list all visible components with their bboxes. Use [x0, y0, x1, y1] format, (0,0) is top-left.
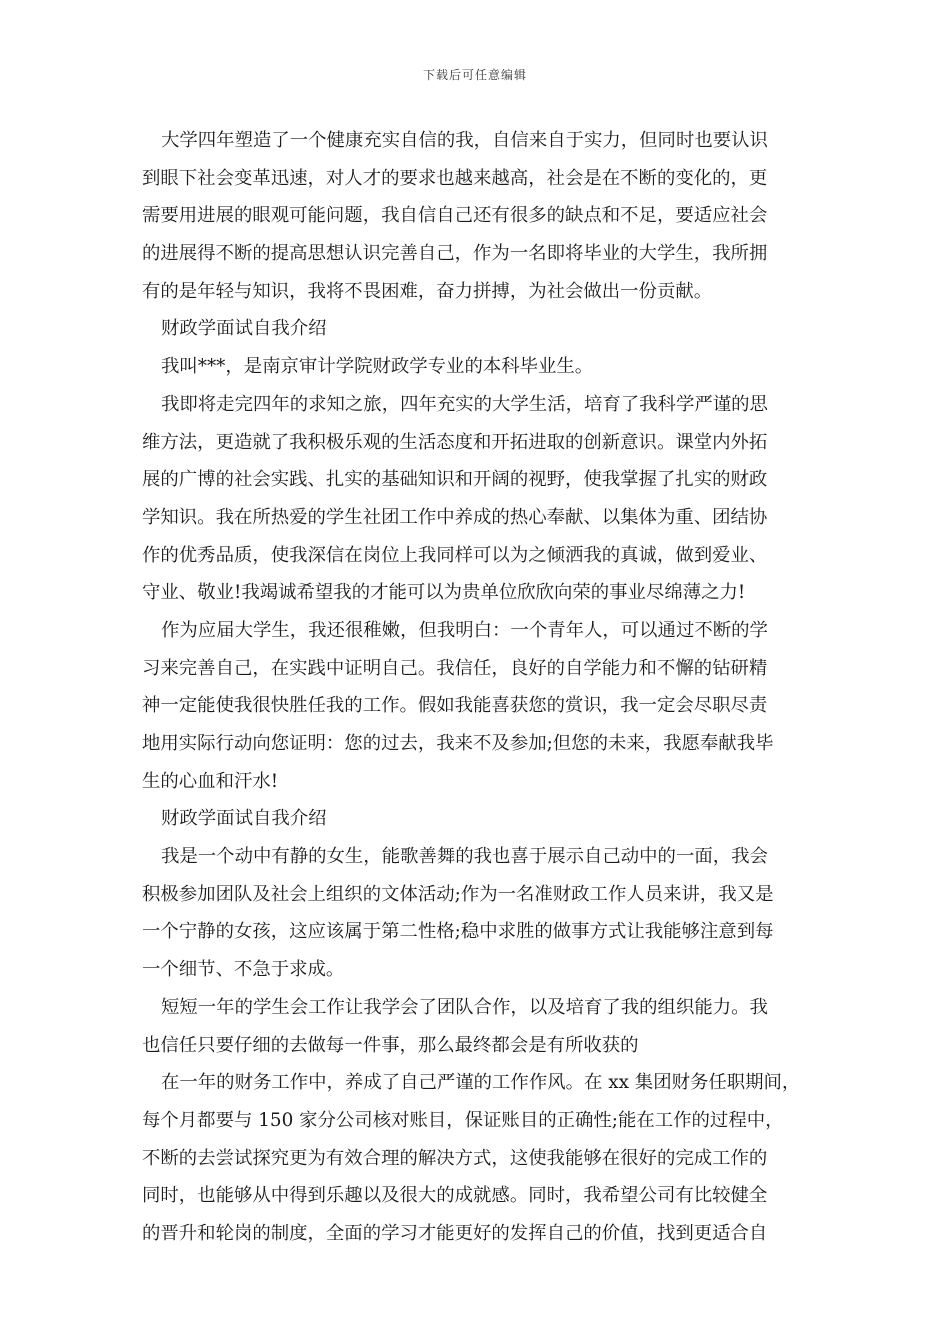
text-line: 作的优秀品质，使我深信在岗位上我同样可以为之倾洒我的真诚，做到爱业、	[142, 544, 768, 566]
document-body	[142, 122, 812, 1253]
text-line: 展的广博的社会实践、扎实的基础知识和开阔的视野，使我掌握了扎实的财政	[142, 469, 768, 491]
text-line: 短短一年的学生会工作让我学会了团队合作，以及培育了我的组织能力。我	[161, 996, 768, 1018]
text-line: 需要用进展的眼观可能问题，我自信自己还有很多的缺点和不足，要适应社会	[142, 205, 768, 227]
text-line: 一个宁静的女孩，这应该属于第二性格;稳中求胜的做事方式让我能够注意到每	[142, 921, 774, 943]
text-line: 积极参加团队及社会上组织的文体活动;作为一名准财政工作人员来讲，我又是	[142, 883, 774, 905]
text-line: 地用实际行动向您证明：您的过去，我来不及参加;但您的未来，我愿奉献我毕	[142, 733, 774, 754]
text-line: 大学四年塑造了一个健康充实自信的我，自信来自于实力，但同时也要认识	[161, 130, 768, 151]
text-line: 生的心血和汗水!	[142, 770, 279, 792]
text-line: 在一年的财务工作中，养成了自己严谨的工作作风。在 xx 集团财务任职期间，	[161, 1072, 801, 1094]
section-heading: 财政学面试自我介绍	[161, 318, 327, 340]
page-header: 下载后可任意编辑	[422, 68, 527, 82]
section-heading: 财政学面试自我介绍	[161, 808, 327, 830]
text-line: 维方法，更造就了我积极乐观的生活态度和开拓进取的创新意识。课堂内外拓	[142, 431, 768, 453]
text-line: 每个月都要与 150 家分公司核对账目，保证账目的正确性;能在工作的过程中，	[142, 1109, 784, 1131]
text-line: 也信任只要仔细的去做每一件事，那么最终都会是有所收获的	[142, 1034, 639, 1056]
text-line: 的晋升和轮岗的制度，全面的学习才能更好的发挥自己的价值，找到更适合自	[142, 1222, 768, 1244]
text-line: 习来完善自己，在实践中证明自己。我信任，良好的自学能力和不懈的钻研精	[142, 657, 768, 679]
text-line: 同时，也能够从中得到乐趣以及很大的成就感。同时，我希望公司有比较健全	[142, 1185, 768, 1207]
text-line: 学知识。我在所热爱的学生社团工作中养成的热心奉献、以集体为重、团结协	[142, 506, 768, 528]
text-line: 不断的去尝试探究更为有效合理的解决方式，这使我能够在很好的完成工作的	[142, 1147, 768, 1169]
text-line: 到眼下社会变革迅速，对人才的要求也越来越高，社会是在不断的变化的，更	[142, 167, 768, 189]
text-line: 作为应届大学生，我还很稚嫩，但我明白：一个青年人，可以通过不断的学	[161, 619, 768, 641]
text-line: 有的是年轻与知识，我将不畏困难，奋力拼搏，为社会做出一份贡献。	[142, 280, 713, 302]
text-line: 我是一个动中有静的女生，能歌善舞的我也喜于展示自己动中的一面，我会	[161, 846, 768, 868]
text-line: 一个细节、不急于求成。	[142, 959, 345, 981]
text-line: 的进展得不断的提高思想认识完善自己，作为一名即将毕业的大学生，我所拥	[142, 243, 768, 265]
text-line: 神一定能使我很快胜任我的工作。假如我能喜获您的赏识，我一定会尽职尽责	[142, 695, 768, 717]
text-line: 我叫***，是南京审计学院财政学专业的本科毕业生。	[161, 356, 594, 378]
text-line: 守业、敬业!我竭诚希望我的才能可以为贵单位欣欣向荣的事业尽绵薄之力!	[142, 582, 746, 604]
text-line: 我即将走完四年的求知之旅，四年充实的大学生活，培育了我科学严谨的思	[161, 393, 768, 415]
